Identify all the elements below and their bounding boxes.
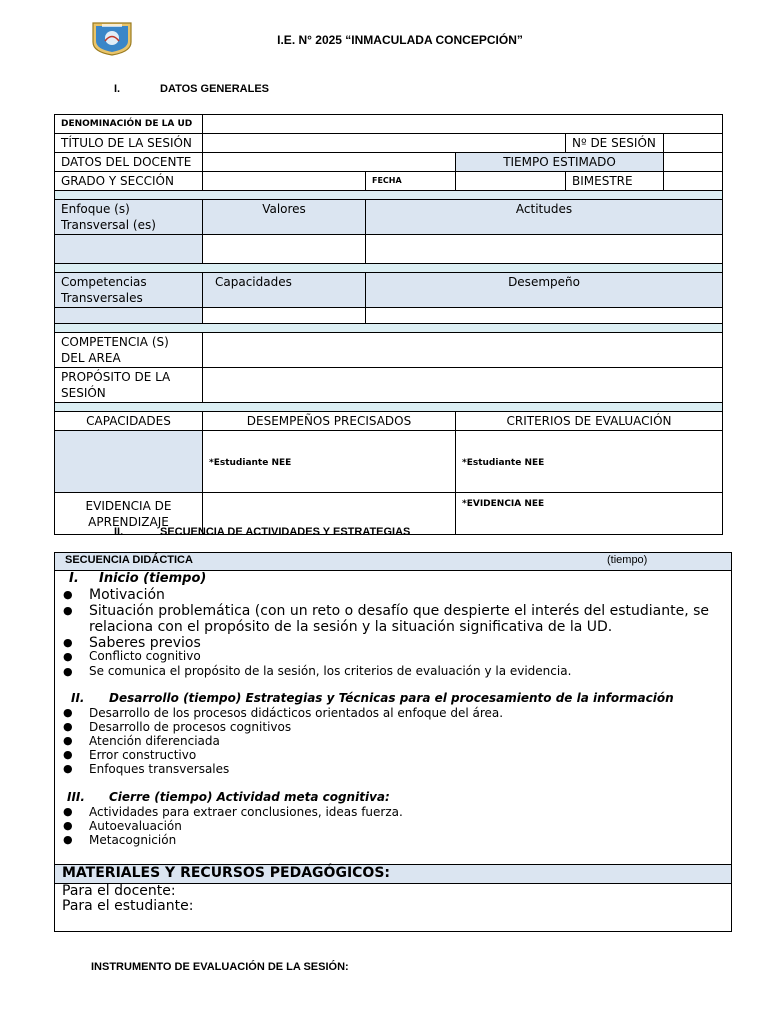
phase-title: Cierre (tiempo) Actividad meta cognitiva: bbox=[109, 790, 390, 804]
titulo-sesion-field[interactable] bbox=[203, 134, 566, 153]
list-item: ● Saberes previos bbox=[63, 635, 725, 651]
header-capacidades: Capacidades bbox=[203, 273, 366, 308]
enfoque-field[interactable] bbox=[55, 235, 203, 264]
phase-number: III. bbox=[67, 790, 85, 804]
capacidades-field[interactable] bbox=[203, 308, 366, 324]
materials-estudiante[interactable]: Para el estudiante: bbox=[62, 898, 194, 914]
evidencia-nee-note: *EVIDENCIA NEE bbox=[462, 499, 545, 509]
list-item: ● Desarrollo de procesos cognitivos bbox=[63, 720, 725, 734]
label-n-sesion: Nº DE SESIÓN bbox=[566, 134, 664, 153]
instrument-heading: INSTRUMENTO DE EVALUACIÓN DE LA SESIÓN: bbox=[91, 961, 349, 973]
inicio-list bbox=[63, 587, 725, 651]
label-titulo-sesion: TÍTULO DE LA SESIÓN bbox=[55, 134, 203, 153]
list-item: ● Actividades para extraer conclusiones, ideas fuerza. bbox=[63, 805, 725, 819]
bimestre-field[interactable] bbox=[664, 172, 723, 191]
label-docente: DATOS DEL DOCENTE bbox=[55, 153, 203, 172]
label-grado-seccion: GRADO Y SECCIÓN bbox=[55, 172, 203, 191]
header-capacidades-eval: CAPACIDADES bbox=[55, 412, 203, 431]
section-general-heading bbox=[114, 83, 269, 95]
proposito-field[interactable] bbox=[203, 368, 723, 403]
desarrollo-list bbox=[63, 706, 725, 776]
section-title: SECUENCIA DE ACTIVIDADES Y ESTRATEGIAS bbox=[160, 526, 411, 538]
label-bimestre: BIMESTRE bbox=[566, 172, 664, 191]
cierre-list bbox=[63, 805, 725, 847]
sequence-header-label: SECUENCIA DIDÁCTICA bbox=[65, 554, 193, 566]
label-competencia-area: COMPETENCIA (S) DEL AREA bbox=[55, 333, 203, 368]
phase-inicio-title bbox=[69, 571, 206, 586]
nee-note: *Estudiante NEE bbox=[209, 457, 292, 468]
fecha-field[interactable] bbox=[456, 172, 566, 191]
n-sesion-field[interactable] bbox=[664, 134, 723, 153]
inicio-list-small bbox=[63, 649, 725, 679]
docente-field[interactable] bbox=[203, 153, 456, 172]
materials-title: MATERIALES Y RECURSOS PEDAGÓGICOS: bbox=[62, 865, 391, 881]
phase-title: Inicio (tiempo) bbox=[99, 571, 207, 586]
label-proposito: PROPÓSITO DE LA SESIÓN bbox=[55, 368, 203, 403]
actitudes-field[interactable] bbox=[366, 235, 723, 264]
capacidades-eval-field[interactable] bbox=[55, 431, 203, 493]
desempeno-field[interactable] bbox=[366, 308, 723, 324]
section-sequence-heading bbox=[114, 526, 410, 538]
section-number: II. bbox=[114, 526, 124, 538]
list-item: ● Desarrollo de los procesos didácticos orientados al enfoque del área. bbox=[63, 706, 725, 720]
evidencia-nee-field[interactable] bbox=[456, 493, 723, 535]
sequence-box bbox=[54, 552, 732, 932]
school-crest-icon bbox=[90, 20, 134, 56]
list-item: ● Error constructivo bbox=[63, 748, 725, 762]
materials-header bbox=[55, 864, 731, 884]
divider bbox=[55, 191, 723, 200]
list-item: ● Motivación bbox=[63, 587, 725, 603]
phase-title: Desarrollo (tiempo) Estrategias y Técnicas para el procesamiento de la información bbox=[109, 691, 674, 705]
divider bbox=[55, 264, 723, 273]
grado-seccion-field[interactable] bbox=[203, 172, 366, 191]
label-competencias-transversales: Competencias Transversales bbox=[55, 273, 203, 308]
list-item: ● Se comunica el propósito de la sesión, los criterios de evaluación y la evidencia. bbox=[63, 664, 725, 679]
valores-field[interactable] bbox=[203, 235, 366, 264]
list-item: ● Enfoques transversales bbox=[63, 762, 725, 776]
materials-docente[interactable]: Para el docente: bbox=[62, 883, 176, 899]
general-data-table bbox=[54, 114, 723, 535]
list-item: ● Conflicto cognitivo bbox=[63, 649, 725, 664]
criterios-field[interactable] bbox=[456, 431, 723, 493]
divider bbox=[55, 403, 723, 412]
denominacion-field[interactable] bbox=[203, 115, 723, 134]
header-desempeno: Desempeño bbox=[366, 273, 723, 308]
header-actitudes: Actitudes bbox=[366, 200, 723, 235]
label-fecha: FECHA bbox=[366, 172, 456, 191]
tiempo-estimado-field[interactable] bbox=[664, 153, 723, 172]
list-item: ● Situación problemática (con un reto o desafío que despierte el interés del estudiante, se relaciona con el propósito de la sesión y la situación significativa de la UD. bbox=[63, 603, 725, 635]
label-denominacion: DENOMINACIÓN DE LA UD bbox=[55, 115, 203, 134]
competencia-area-field[interactable] bbox=[203, 333, 723, 368]
sequence-header-time: (tiempo) bbox=[607, 554, 648, 566]
phase-cierre-title bbox=[67, 790, 390, 804]
list-item: ● Metacognición bbox=[63, 833, 725, 847]
section-title: DATOS GENERALES bbox=[160, 83, 269, 95]
label-tiempo-estimado: TIEMPO ESTIMADO bbox=[456, 153, 664, 172]
competencias-transversales-field[interactable] bbox=[55, 308, 203, 324]
phase-number: II. bbox=[71, 691, 85, 705]
sequence-header bbox=[55, 553, 731, 571]
desempenos-field[interactable] bbox=[203, 431, 456, 493]
list-item: ● Atención diferenciada bbox=[63, 734, 725, 748]
phase-number: I. bbox=[69, 571, 79, 586]
header-desempenos-precisados: DESEMPEÑOS PRECISADOS bbox=[203, 412, 456, 431]
nee-note: *Estudiante NEE bbox=[462, 457, 545, 468]
phase-desarrollo-title bbox=[71, 691, 674, 705]
header-valores: Valores bbox=[203, 200, 366, 235]
list-item: ● Autoevaluación bbox=[63, 819, 725, 833]
label-enfoque: Enfoque (s) Transversal (es) bbox=[55, 200, 203, 235]
header-criterios-evaluacion: CRITERIOS DE EVALUACIÓN bbox=[456, 412, 723, 431]
section-number: I. bbox=[114, 83, 121, 95]
school-title: I.E. N° 2025 “INMACULADA CONCEPCIÓN” bbox=[277, 33, 523, 47]
label-evidencia: EVIDENCIA DE APRENDIZAJE bbox=[55, 493, 203, 535]
divider bbox=[55, 324, 723, 333]
